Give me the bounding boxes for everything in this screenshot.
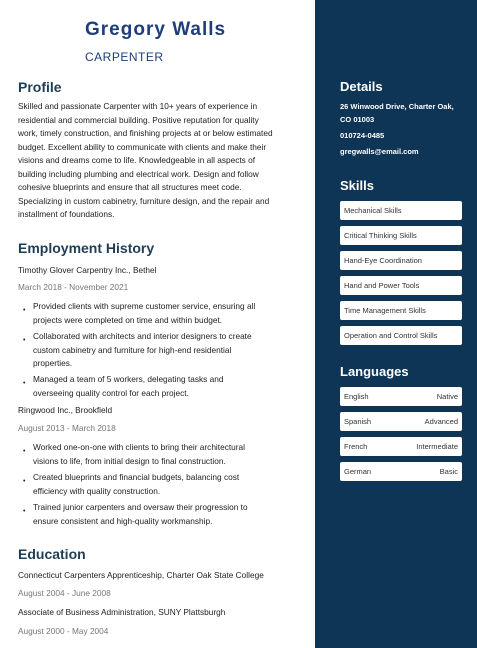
job-bullet [33,471,298,498]
skill-item: Operation and Control Skills [340,326,462,345]
profile-line: budget. Excellent ability to communicate with clients and make their [18,141,267,152]
address-line: CO 01003 [340,114,375,124]
language-level: Intermediate [416,442,458,451]
education-dates-2: August 2000 - May 2004 [18,626,109,636]
bullet-line: projects were completed on time and within budget. [33,314,223,325]
language-level: Basic [439,467,458,476]
language-level: Native [436,392,458,401]
job-bullet [33,300,298,327]
email: gregwalls@email.com [340,147,419,156]
language-item [340,412,462,431]
bullet-line: • Trained junior carpenters and oversaw their progression to [33,502,248,512]
job-dates-2: August 2013 - March 2018 [18,423,116,433]
language-name: French [344,442,368,451]
skill-item: Hand-Eye Coordination [340,251,462,270]
bullet-line: • Collaborated with architects and interior designers to create [33,331,252,341]
bullet-line: ensure consistent and high-quality workmanship. [33,515,213,526]
language-level: Advanced [424,417,458,426]
skills-heading: Skills [340,178,374,193]
profile-line: Skilled and passionate Carpenter with 10+ years of experience in [18,101,258,111]
languages-heading: Languages [340,364,409,379]
skill-item: Critical Thinking Skills [340,226,462,245]
bullet-line: properties. [33,358,73,368]
employment-heading: Employment History [18,240,155,256]
bullet-line: custom cabinetry and furniture for high-end residential [33,344,232,355]
address-line: 26 Winwood Drive, Charter Oak, [340,102,454,111]
language-item [340,437,462,456]
job-bullet [33,373,298,400]
job-dates-1: March 2018 - November 2021 [18,282,129,292]
language-name: Spanish [344,417,372,426]
address [340,101,454,126]
profile-text [18,100,303,222]
bullet-line: • Created blueprints and financial budgets, balancing cost [33,472,240,482]
bullet-line: visions to life, from initial design to final construction. [33,455,226,466]
profile-line: work, timely construction, and finishing projects at or below estimated [18,128,273,138]
bullet-line: • Worked one-on-one with clients to bring their architectural [33,442,245,452]
profile-line: installment of foundations. [18,209,115,219]
skill-item: Mechanical Skills [340,201,462,220]
education-dates-1: August 2004 - June 2008 [18,588,111,598]
job-bullet [33,441,298,468]
profile-heading: Profile [18,79,62,95]
bullet-line: • Managed a team of 5 workers, delegating tasks and [33,374,224,384]
skill-item: Time Management Skills [340,301,462,320]
job-bullet [33,330,298,371]
language-item [340,387,462,406]
profile-line: Specializing in custom cabinetry, furniture design, and the repair and [18,195,270,206]
job-title-1: Timothy Glover Carpentry Inc., Bethel [18,265,157,275]
profile-line: visions and dreams come to life. Knowledgeable in all aspects of [18,155,256,165]
bullet-line: • Provided clients with supreme customer service, ensuring all [33,301,256,311]
phone: 010724-0485 [340,131,385,140]
job-title-2: Ringwood Inc., Brookfield [18,405,113,415]
person-name: Gregory Walls [85,19,227,40]
language-name: English [344,392,369,401]
education-title-1: Connecticut Carpenters Apprenticeship, Charter Oak State College [18,570,264,580]
bullet-line: overseeing quality control for each project. [33,387,189,398]
education-title-2: Associate of Business Administration, SUNY Plattsburgh [18,607,226,617]
profile-line: residential and commercial building. Positive reputation for quality [18,114,259,125]
sidebar [315,0,477,648]
skill-item: Hand and Power Tools [340,276,462,295]
job-bullet [33,501,298,528]
job-title: CARPENTER [85,50,164,64]
details-heading: Details [340,79,383,94]
education-heading: Education [18,546,86,562]
language-name: German [344,467,372,476]
language-item [340,462,462,481]
bullet-line: efficiency with quality construction. [33,485,161,496]
profile-line: building including plumbing and electrical work. Design and follow [18,168,259,179]
profile-line: cohesive blueprints and ensure that all structures meet code. [18,182,242,192]
